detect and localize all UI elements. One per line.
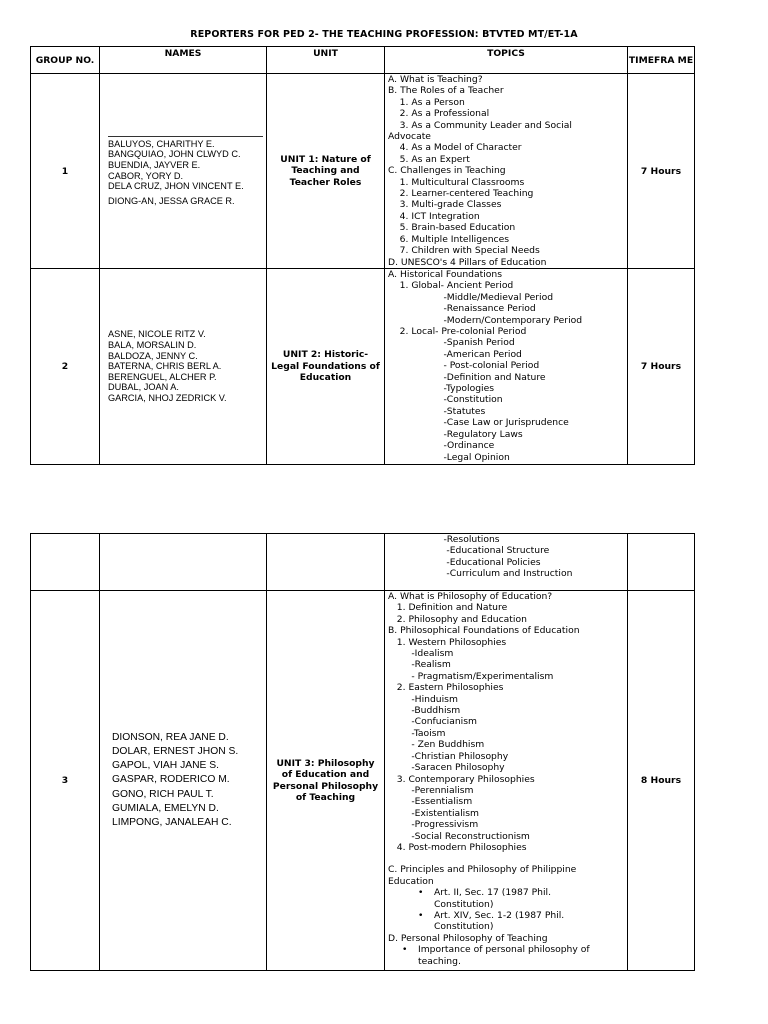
topic-line: -Hinduism [388,693,458,705]
topic-line: -Educational Policies [388,556,541,568]
name-item: GUMIALA, EMELYN D. [112,802,219,814]
bullet-text: • Art. XIV, Sec. 1-2 (1987 Phil. [434,909,565,921]
topic-line: 2. Eastern Philosophies [388,682,504,694]
topic-line: - Zen Buddhism [388,739,485,751]
name-item: GONO, RICH PAUL T. [112,788,214,800]
topic-line: -Educational Structure [388,545,550,557]
group-number: 3 [31,591,100,971]
header-row [31,47,695,74]
topic-line: 6. Multiple Intelligences [388,233,510,245]
topic-line: -Taoism [388,727,446,739]
topic-line: -Christian Philosophy [388,750,509,762]
name-item: GARCIA, NHOJ ZEDRICK V. [108,392,227,403]
topic-line: -Resolutions [388,534,500,545]
topic-line: 2. As a Professional [388,108,490,120]
topic-line: -Statutes [388,405,486,417]
topic-line: 5. As an Expert [388,153,470,165]
topic-line: -Existentialism [388,807,479,819]
bullet-text: Constitution) [434,921,494,933]
name-item: DOLAR, ERNEST JHON S. [112,745,239,757]
bullet-text: Constitution) [434,898,494,910]
topic-line: 7. Children with Special Needs [388,245,540,257]
header-topics: TOPICS [385,47,628,74]
name-item: BALA, MORSALIN D. [108,340,197,351]
topic-line: 2. Philosophy and Education [388,613,527,625]
document-title: REPORTERS FOR PED 2- THE TEACHING PROFESSION: BTVTED MT/ET-1A [190,29,578,40]
timeframe: 8 Hours [628,591,695,971]
topic-line: -Regulatory Laws [388,428,523,440]
bullet-item [388,887,627,910]
topic-line: 4. Post-modern Philosophies [388,841,527,853]
table-row [31,269,695,465]
group-number: 1 [31,74,100,269]
topics-list [385,591,628,971]
topic-line: 3. Contemporary Philosophies [388,773,535,785]
topic-line: Advocate [388,131,431,143]
topic-line: -Perennialism [388,784,474,796]
topic-line: -Saracen Philosophy [388,762,505,774]
name-item: BATERNA, CHRIS BERL A. [108,361,222,372]
topic-line: 1. Multicultural Classrooms [388,176,525,188]
bullet-text: • Art. II, Sec. 17 (1987 Phil. [434,887,552,899]
topic-line: -Curriculum and Instruction [388,568,573,580]
header-group-no: GROUP NO. [31,47,100,74]
topic-line: 4. As a Model of Character [388,142,522,154]
unit-title: UNIT 3: Philosophy of Education and Personal Philosophy of Teaching [267,591,385,971]
topic-line: B. The Roles of a Teacher [388,85,504,97]
topic-line: -Spanish Period [388,337,515,349]
name-item: BALUYOS, CHARITHY E. [108,138,215,149]
topic-line: D. UNESCO's 4 Pillars of Education [388,256,547,268]
topic-line: -Middle/Medieval Period [388,291,554,303]
topic-line: - Pragmatism/Experimentalism [388,670,554,682]
topic-line: 4. ICT Integration [388,210,480,222]
topic-line: 2. Learner-centered Teaching [388,188,534,200]
name-item: DIONG-AN, JESSA GRACE R. [108,195,235,206]
topics-list [385,74,628,269]
timeframe: 7 Hours [628,269,695,465]
topic-line: C. Principles and Philosophy of Philippine [388,864,577,876]
unit-title: UNIT 2: Historic-Legal Foundations of Education [267,269,385,465]
header-timeframe: TIMEFRA ME [628,47,695,74]
group-names [100,269,267,465]
table-row [31,534,695,591]
topic-line: -Confucianism [388,716,477,728]
topics-list [385,269,628,465]
bullet-text: teaching. [418,955,461,967]
name-item: GAPOL, VIAH JANE S. [112,760,220,772]
topic-line: -Progressivism [388,819,479,831]
topic-line: -Modern/Contemporary Period [388,314,583,326]
bullet-item [388,944,627,967]
topic-line: -American Period [388,348,522,360]
unit-title: UNIT 1: Nature of Teaching and Teacher Roles [267,74,385,269]
header-names: NAMES [100,47,267,74]
empty-cell [628,534,695,591]
topic-line: -Legal Opinion [388,451,510,463]
topic-line: -Buddhism [388,705,461,717]
name-item: LIMPONG, JANALEAH C. [112,817,232,828]
topic-line: 5. Brain-based Education [388,222,516,234]
signature-rule [108,136,263,137]
topic-line: 1. Definition and Nature [388,602,508,614]
topic-line: 3. Multi-grade Classes [388,199,502,211]
reporters-table-continued [30,533,695,971]
group-number: 2 [31,269,100,465]
topic-line: A. Historical Foundations [388,269,502,280]
topic-line: -Essentialism [388,796,473,808]
name-item: DELA CRUZ, JHON VINCENT E. [108,181,244,192]
topic-line: 1. Global- Ancient Period [388,280,514,292]
spacer [388,853,627,864]
name-item: GASPAR, RODERICO M. [112,774,230,786]
topic-line: A. What is Teaching? [388,74,483,85]
topics-list [385,534,628,591]
reporters-table [30,46,695,465]
name-item: BERENGUEL, ALCHER P. [108,371,217,382]
name-item: DIONSON, REA JANE D. [112,731,229,743]
topic-line: B. Philosophical Foundations of Education [388,625,580,637]
bullet-text: • Importance of personal philosophy of [418,944,590,956]
name-item: ASNE, NICOLE RITZ V. [108,329,206,340]
bullet-item [388,910,627,933]
topic-line: -Case Law or Jurisprudence [388,417,569,429]
topic-line: 2. Local- Pre-colonial Period [388,326,527,338]
topic-line: -Definition and Nature [388,371,546,383]
topic-line: -Ordinance [388,440,495,452]
topic-line: -Social Reconstructionism [388,830,530,842]
topic-line: A. What is Philosophy of Education? [388,591,553,602]
topic-line: -Idealism [388,648,454,660]
topic-line: Education [388,875,434,887]
topic-line: D. Personal Philosophy of Teaching [388,932,548,944]
topic-line: 1. Western Philosophies [388,636,507,648]
table-row [31,74,695,269]
name-item: CABOR, YORY D. [108,170,184,181]
empty-cell [31,534,100,591]
name-item: BALDOZA, JENNY C. [108,350,198,361]
topic-line: -Constitution [388,394,503,406]
name-item: DUBAL, JOAN A. [108,382,179,393]
empty-cell [267,534,385,591]
topic-line: -Typologies [388,383,495,395]
topic-line: C. Challenges in Teaching [388,165,506,177]
group-names [100,74,267,269]
table-row [31,591,695,971]
name-item: BUENDIA, JAYVER E. [108,159,201,170]
topic-line: 1. As a Person [388,96,465,108]
topic-line: -Realism [388,659,451,671]
topic-line: - Post-colonial Period [388,360,540,372]
timeframe: 7 Hours [628,74,695,269]
topic-line: -Renaissance Period [388,303,536,315]
group-names [100,591,267,971]
name-item: BANGQUIAO, JOHN CLWYD C. [108,149,241,160]
header-unit: UNIT [267,47,385,74]
topic-line: 3. As a Community Leader and Social [388,119,572,131]
empty-cell [100,534,267,591]
